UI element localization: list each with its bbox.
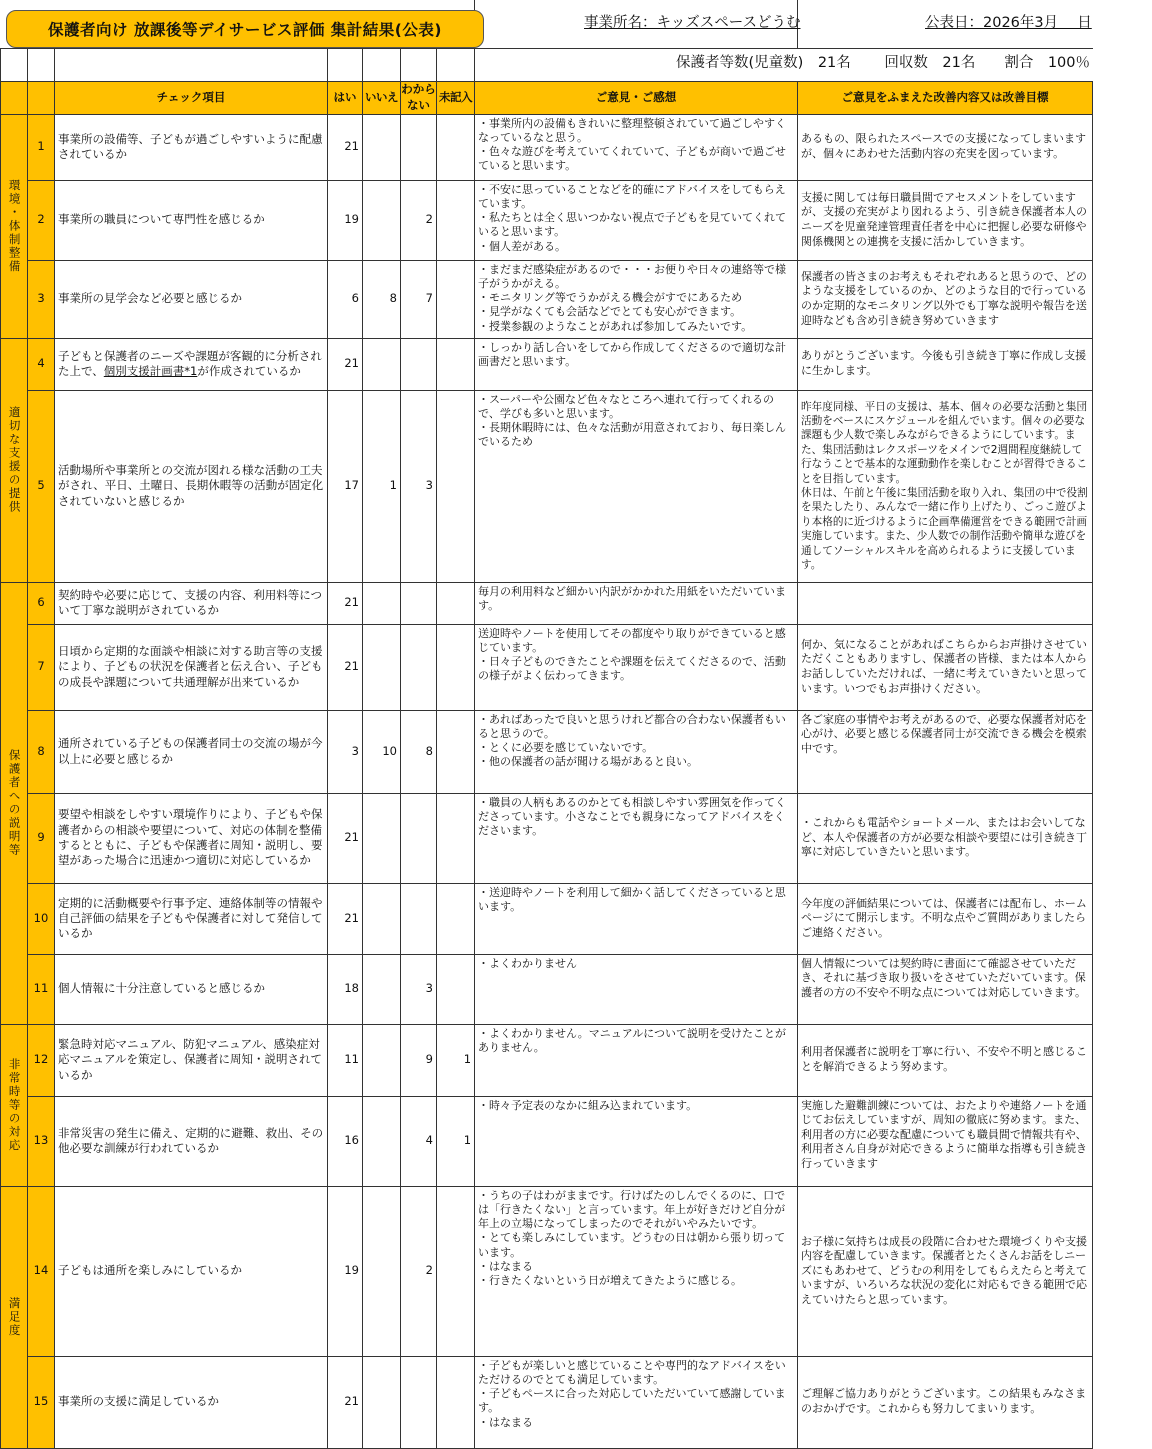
question: 要望や相談をしやすい環境作りにより、子どもや保護者からの相談や要望について、対応の体制を整備するとともに、子どもや保護者に周知・説明し、要望があった場合に迅速かつ適切に対応しているか bbox=[55, 793, 328, 883]
blank-count bbox=[437, 793, 475, 883]
row-number: 14 bbox=[28, 1186, 55, 1356]
unknown-count: 7 bbox=[401, 260, 437, 338]
improvement: お子様に気持ちは成長の段階に合わせた環境づくりや支援内容を配慮していきます。保護者とたくさんお話をしニーズにもあわせて、どうむの利用をしてもらえたらと考えていますが、いろいろな状況の変化に対応もできる範囲で応えていけたらと思っています。 bbox=[798, 1186, 1093, 1356]
yes-count: 11 bbox=[328, 1024, 363, 1096]
table-row bbox=[1, 954, 1093, 1024]
improvement: 各ご家庭の事情やお考えがあるので、必要な保護者対応を心がけ、必要と感じる保護者同士が交流できる機会を模索中です。 bbox=[798, 710, 1093, 793]
blank-count bbox=[437, 180, 475, 260]
row-number: 3 bbox=[28, 260, 55, 338]
yes-count: 6 bbox=[328, 260, 363, 338]
table-row bbox=[1, 883, 1093, 954]
question: 事業所の設備等、子どもが過ごしやすいように配慮されているか bbox=[55, 114, 328, 180]
unknown-header: わからない bbox=[401, 81, 437, 114]
table-row bbox=[1, 710, 1093, 793]
unknown-count bbox=[401, 883, 437, 954]
unknown-count: 3 bbox=[401, 390, 437, 582]
blank-count bbox=[437, 1186, 475, 1356]
opinion: ・スーパーや公園など色々なところへ連れて行ってくれるので、学びも多いと思います。 ・長期休暇時には、色々な活動が用意されており、毎日楽しんでいるため bbox=[475, 390, 798, 582]
blank-count: 1 bbox=[437, 1096, 475, 1186]
opinion-header: ご意見・ご感想 bbox=[475, 81, 798, 114]
opinion: ・送迎時やノートを利用して細かく話してくださっていると思います。 bbox=[475, 883, 798, 954]
no-count bbox=[363, 883, 401, 954]
opinion: ・あればあったで良いと思うけれど都合の合わない保護者もいると思うので。 ・とくに必要を感じていないです。 ・他の保護者の話が聞ける場があると良い。 bbox=[475, 710, 798, 793]
category-support: 適切な支援の提供 bbox=[1, 338, 28, 582]
improvement: 今年度の評価結果については、保護者には配布し、ホームページにて開示します。不明な点やご質問がありましたらご連絡ください。 bbox=[798, 883, 1093, 954]
improvement: 利用者保護者に説明を丁寧に行い、不安や不明と感じることを解消できるよう努めます。 bbox=[798, 1024, 1093, 1096]
table-row bbox=[1, 260, 1093, 338]
page-title: 保護者向け 放課後等デイサービス評価 集計結果(公表) bbox=[6, 10, 484, 48]
unknown-count bbox=[401, 582, 437, 624]
question: 活動場所や事業所との交流が図れる様な活動の工夫がされ、平日、土曜日、長期休暇等の活動が固定化されていないと感じるか bbox=[55, 390, 328, 582]
blank-count bbox=[437, 710, 475, 793]
blank-count bbox=[437, 338, 475, 390]
blank-count bbox=[437, 954, 475, 1024]
no-count bbox=[363, 582, 401, 624]
unknown-count: 9 bbox=[401, 1024, 437, 1096]
row-number: 12 bbox=[28, 1024, 55, 1096]
table-row bbox=[1, 1186, 1093, 1356]
row-number: 5 bbox=[28, 390, 55, 582]
yes-count: 16 bbox=[328, 1096, 363, 1186]
improvement: 実施した避難訓練については、おたよりや連絡ノートを通じてお伝えしていますが、周知の徹底に努めます。また、利用者の方に必要な配慮についても職員間で情報共有や、利用者さん自身が対応できるように簡単な指導も引き続き行っていきます bbox=[798, 1096, 1093, 1186]
improvement bbox=[798, 582, 1093, 624]
category-guardian: 保護者への説明等 bbox=[1, 582, 28, 1024]
improvement: あるもの、限られたスペースでの支援になってしまいますが、個々にあわせた活動内容の充実を図っています。 bbox=[798, 114, 1093, 180]
no-count: 8 bbox=[363, 260, 401, 338]
question: 事業所の支援に満足しているか bbox=[55, 1356, 328, 1448]
question-part: 子どもと保護者のニーズや課題が客観的に分析された上で、 bbox=[58, 348, 322, 378]
table-row bbox=[1, 338, 1093, 390]
yes-count: 17 bbox=[328, 390, 363, 582]
yes-count: 21 bbox=[328, 1356, 363, 1448]
opinion: ・職員の人柄もあるのかとても相談しやすい雰囲気を作ってくださっています。小さなことでも親身になってアドバイスをくださいます。 bbox=[475, 793, 798, 883]
blank-count bbox=[437, 390, 475, 582]
question bbox=[55, 338, 328, 390]
unknown-count: 3 bbox=[401, 954, 437, 1024]
yes-count: 21 bbox=[328, 582, 363, 624]
table-row bbox=[1, 114, 1093, 180]
blank-count bbox=[437, 624, 475, 710]
blank-header: 未記入 bbox=[437, 81, 475, 114]
opinion: ・事業所内の設備もきれいに整理整頓されていて過ごしやすくなっているなと思う。 ・色々な遊びを考えていてくれていて、子どもが商いで過ごせていると思います。 bbox=[475, 114, 798, 180]
question-part: が作成されているか bbox=[197, 364, 301, 378]
improvement: ・これからも電話やショートメール、またはお会いしてなど、本人や保護者の方が必要な相談や要望には引き続き丁寧に対応していきたいと思います。 bbox=[798, 793, 1093, 883]
facility-name: 事業所名：キッズスペースどうむ bbox=[584, 15, 801, 31]
yes-count: 21 bbox=[328, 793, 363, 883]
unknown-count bbox=[401, 1356, 437, 1448]
row-number: 8 bbox=[28, 710, 55, 793]
row-number: 2 bbox=[28, 180, 55, 260]
unknown-count bbox=[401, 114, 437, 180]
row-number: 10 bbox=[28, 883, 55, 954]
improvement: 何か、気になることがあればこちらからお声掛けさせていただくこともありますし、保護者の皆様、または本人からお話ししていただければ、一緒に考えていきたいと思っています。いつでもお声掛けください。 bbox=[798, 624, 1093, 710]
no-count: 1 bbox=[363, 390, 401, 582]
opinion: ・まだまだ感染症があるので・・・お便りや日々の連絡等で様子がうかがえる。 ・モニタリング等でうかがえる機会がすでにあるため ・見学がなくても会話などでとても安心ができます。 ・授業参観のようなことがあれば参加してみたいです。 bbox=[475, 260, 798, 338]
unknown-count bbox=[401, 624, 437, 710]
table-row bbox=[1, 1096, 1093, 1186]
opinion: ・よくわかりません。マニュアルについて説明を受けたことがありません。 bbox=[475, 1024, 798, 1096]
no-count bbox=[363, 338, 401, 390]
opinion: 送迎時やノートを使用してその都度やり取りができていると感じています。 ・日々子どものできたことや課題を伝えてくださるので、活動の様子がよく伝わってきます。 bbox=[475, 624, 798, 710]
unknown-count bbox=[401, 338, 437, 390]
opinion: ・子どもが楽しいと感じていることや専門的なアドバイスをいただけるのでとても満足しています。 ・子どもペースに合った対応していただいていて感謝しています。 ・はなまる bbox=[475, 1356, 798, 1448]
no-count bbox=[363, 180, 401, 260]
row-number: 6 bbox=[28, 582, 55, 624]
row-number: 15 bbox=[28, 1356, 55, 1448]
no-count bbox=[363, 624, 401, 710]
question: 非常災害の発生に備え、定期的に避難、救出、その他必要な訓練が行われているか bbox=[55, 1096, 328, 1186]
improvement: 個人情報については契約時に書面にて確認させていただき、それに基づき取り扱いをさせていただいています。保護者の方の不安や不明な点については対応していきます。 bbox=[798, 954, 1093, 1024]
opinion: 毎月の利用料など細かい内訳がかかれた用紙をいただいています。 bbox=[475, 582, 798, 624]
row-number: 9 bbox=[28, 793, 55, 883]
question: 契約時や必要に応じて、支援の内容、利用料等について丁寧な説明がされているか bbox=[55, 582, 328, 624]
table-row bbox=[1, 582, 1093, 624]
yes-count: 21 bbox=[328, 338, 363, 390]
table-row bbox=[1, 390, 1093, 582]
yes-count: 21 bbox=[328, 114, 363, 180]
improvement: ありがとうございます。今後も引き続き丁寧に作成し支援に生かします。 bbox=[798, 338, 1093, 390]
blank-count bbox=[437, 114, 475, 180]
question: 事業所の職員について専門性を感じるか bbox=[55, 180, 328, 260]
blank-count bbox=[437, 260, 475, 338]
yes-count: 18 bbox=[328, 954, 363, 1024]
unknown-count bbox=[401, 793, 437, 883]
no-count bbox=[363, 1096, 401, 1186]
table-row bbox=[1, 1024, 1093, 1096]
question: 事業所の見学会など必要と感じるか bbox=[55, 260, 328, 338]
question: 定期的に活動概要や行事予定、連絡体制等の情報や自己評価の結果を子どもや保護者に対して発信しているか bbox=[55, 883, 328, 954]
no-count bbox=[363, 114, 401, 180]
category-env: 環境・体制整備 bbox=[1, 114, 28, 338]
question: 緊急時対応マニュアル、防犯マニュアル、感染症対応マニュアルを策定し、保護者に周知・説明されているか bbox=[55, 1024, 328, 1096]
category-emergency: 非常時等の対応 bbox=[1, 1024, 28, 1186]
no-count bbox=[363, 1186, 401, 1356]
question: 通所されている子どもの保護者同士の交流の場が今以上に必要と感じるか bbox=[55, 710, 328, 793]
yes-header: はい bbox=[328, 81, 363, 114]
question: 個人情報に十分注意していると感じるか bbox=[55, 954, 328, 1024]
blank-count bbox=[437, 1356, 475, 1448]
opinion: ・時々予定表のなかに組み込まれています。 bbox=[475, 1096, 798, 1186]
check-item-header: チェック項目 bbox=[55, 81, 328, 114]
publish-date: 公表日：2026年3月 日 bbox=[925, 15, 1092, 31]
unknown-count: 2 bbox=[401, 1186, 437, 1356]
support-plan-link: 個別支援計画書*1 bbox=[103, 364, 198, 378]
improvement: 保護者の皆さまのお考えもそれぞれあると思うので、どのような支援をしているのか、どのような目的で行っているのか定期的なモニタリング以外でも丁寧な説明や報告を送迎時なども含め引き続き努めていきます bbox=[798, 260, 1093, 338]
no-count bbox=[363, 1356, 401, 1448]
no-count bbox=[363, 954, 401, 1024]
no-header: いいえ bbox=[363, 81, 401, 114]
unknown-count: 4 bbox=[401, 1096, 437, 1186]
opinion: ・よくわかりません bbox=[475, 954, 798, 1024]
table-row bbox=[1, 1356, 1093, 1448]
no-count bbox=[363, 1024, 401, 1096]
opinion: ・うちの子はわがままです。行けばたのしんでくるのに、口では「行きたくない」と言っています。年上が好きだけど自分が年上の立場になってしまったのでそれがいやみたいです。 ・とても楽しみにしています。どうむの日は朝から張り切っています。 ・はなまる ・行きたくないという日が増えてきたように感じる。 bbox=[475, 1186, 798, 1356]
table-row bbox=[1, 624, 1093, 710]
table-row bbox=[1, 180, 1093, 260]
row-number: 13 bbox=[28, 1096, 55, 1186]
yes-count: 21 bbox=[328, 883, 363, 954]
no-count: 10 bbox=[363, 710, 401, 793]
yes-count: 21 bbox=[328, 624, 363, 710]
yes-count: 19 bbox=[328, 180, 363, 260]
row-number: 4 bbox=[28, 338, 55, 390]
blank-count: 1 bbox=[437, 1024, 475, 1096]
response-counts: 保護者等数(児童数) 21名 回収数 21名 割合 100％ bbox=[676, 55, 1090, 71]
opinion: ・不安に思っていることなどを的確にアドバイスをしてもらえています。 ・私たちとは全く思いつかない視点で子どもを見ていてくれていると思います。 ・個人差がある。 bbox=[475, 180, 798, 260]
row-number: 7 bbox=[28, 624, 55, 710]
improvement-header: ご意見をふまえた改善内容又は改善目標 bbox=[798, 81, 1093, 114]
unknown-count: 2 bbox=[401, 180, 437, 260]
blank-count bbox=[437, 883, 475, 954]
improvement: 支援に関しては毎日職員間でアセスメントをしていますが、支援の充実がより図れるよう、引き続き保護者本人のニーズを児童発達管理責任者を中心に把握し必要な研修や関係機関との連携を支援に活かしていきます。 bbox=[798, 180, 1093, 260]
yes-count: 3 bbox=[328, 710, 363, 793]
table-row bbox=[1, 793, 1093, 883]
question: 日頃から定期的な面談や相談に対する助言等の支援により、子どもの状況を保護者と伝え合い、子どもの成長や課題について共通理解が出来ているか bbox=[55, 624, 328, 710]
row-number: 1 bbox=[28, 114, 55, 180]
yes-count: 19 bbox=[328, 1186, 363, 1356]
opinion: ・しっかり話し合いをしてから作成してくださるので適切な計画書だと思います。 bbox=[475, 338, 798, 390]
improvement: ご理解ご協力ありがとうございます。この結果もみなさまのおかげです。これからも努力してまいります。 bbox=[798, 1356, 1093, 1448]
category-satisfaction: 満足度 bbox=[1, 1186, 28, 1448]
blank-count bbox=[437, 582, 475, 624]
no-count bbox=[363, 793, 401, 883]
improvement: 昨年度同様、平日の支援は、基本、個々の必要な活動と集団活動をベースにスケジュールを組んでいます。個々の必要な課題も少人数で楽しみながらできるようにしています。また、集団活動はレクスポーツをメインで2週間程度継続して行なうことで基本的な運動動作を楽しむことが習得できることを目指しています。 休日は、午前と午後に集団活動を取り入れ、集団の中で役割を果たしたり、みんなで一緒に作り上げたり、ごっこ遊びより本格的に近づけるように企画準備運営をできる範囲で計画実施しています。また、少人数での制作活動や簡単な遊びを通してソーシャルスキルを高められるように支援しています。 bbox=[798, 390, 1093, 582]
question: 子どもは通所を楽しみにしているか bbox=[55, 1186, 328, 1356]
unknown-count: 8 bbox=[401, 710, 437, 793]
row-number: 11 bbox=[28, 954, 55, 1024]
